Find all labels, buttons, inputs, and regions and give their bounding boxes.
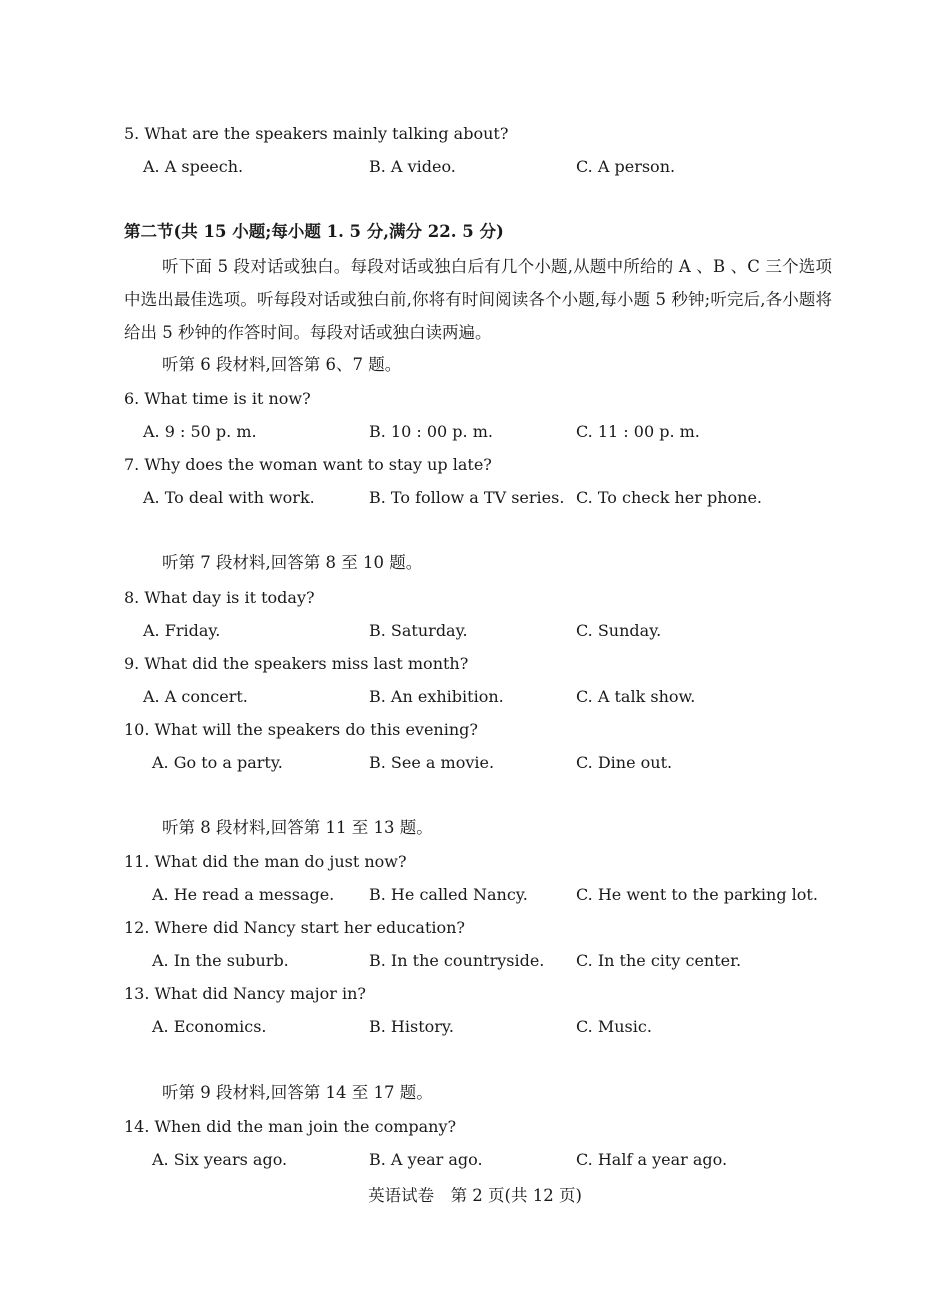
question-5-stem: 5. What are the speakers mainly talking about?: [124, 124, 509, 143]
question-14-option-c: C. Half a year ago.: [576, 1150, 728, 1169]
question-12-option-b: B. In the countryside.: [369, 951, 545, 970]
question-12-option-c: C. In the city center.: [576, 951, 742, 970]
question-9-stem: 9. What did the speakers miss last month?: [124, 654, 469, 673]
question-8-option-a: A. Friday.: [143, 621, 221, 640]
section-instruction: 听下面 5 段对话或独白。每段对话或独白后有几个小题,从题中所给的 A 、B 、C 三个选项中选出最佳选项。听每段对话或独白前,你将有时间阅读各个小题,每小题 5 秒钟;听完后,各小题将给出 5 秒钟的作答时间。每段对话或独白读两遍。: [124, 257, 832, 342]
question-9-option-b: B. An exhibition.: [369, 687, 504, 706]
question-14-stem: 14. When did the man join the company?: [124, 1117, 457, 1136]
question-14-option-b: B. A year ago.: [369, 1150, 483, 1169]
material-7-intro: 听第 7 段材料,回答第 8 至 10 题。: [162, 553, 423, 572]
material-6-intro: 听第 6 段材料,回答第 6、7 题。: [162, 355, 402, 374]
question-11-option-a: A. He read a message.: [152, 885, 335, 904]
question-12-option-a: A. In the suburb.: [152, 951, 289, 970]
question-7-option-c: C. To check her phone.: [576, 488, 763, 507]
question-10-option-b: B. See a movie.: [369, 753, 495, 772]
question-11-stem: 11. What did the man do just now?: [124, 852, 407, 871]
question-6-option-b: B. 10 : 00 p. m.: [369, 422, 493, 441]
question-13-option-a: A. Economics.: [152, 1017, 267, 1036]
question-7-stem: 7. Why does the woman want to stay up late?: [124, 455, 492, 474]
question-11-option-c: C. He went to the parking lot.: [576, 885, 818, 904]
question-8-option-b: B. Saturday.: [369, 621, 468, 640]
question-11-option-b: B. He called Nancy.: [369, 885, 528, 904]
question-9-option-a: A. A concert.: [143, 687, 248, 706]
question-10-option-c: C. Dine out.: [576, 753, 673, 772]
material-8-intro: 听第 8 段材料,回答第 11 至 13 题。: [162, 818, 433, 837]
section-heading: 第二节(共 15 小题;每小题 1. 5 分,满分 22. 5 分): [124, 222, 504, 241]
question-5-option-c: C. A person.: [576, 157, 676, 176]
question-13-option-b: B. History.: [369, 1017, 454, 1036]
question-6-stem: 6. What time is it now?: [124, 389, 311, 408]
question-6-option-a: A. 9 : 50 p. m.: [143, 422, 257, 441]
question-13-stem: 13. What did Nancy major in?: [124, 984, 366, 1003]
question-7-option-b: B. To follow a TV series.: [369, 488, 565, 507]
question-5-option-b: B. A video.: [369, 157, 456, 176]
question-8-stem: 8. What day is it today?: [124, 588, 315, 607]
question-14-option-a: A. Six years ago.: [152, 1150, 288, 1169]
question-13-option-c: C. Music.: [576, 1017, 652, 1036]
question-12-stem: 12. Where did Nancy start her education?: [124, 918, 465, 937]
question-6-option-c: C. 11 : 00 p. m.: [576, 422, 700, 441]
question-8-option-c: C. Sunday.: [576, 621, 662, 640]
question-5-option-a: A. A speech.: [143, 157, 244, 176]
question-10-stem: 10. What will the speakers do this evening?: [124, 720, 478, 739]
question-9-option-c: C. A talk show.: [576, 687, 696, 706]
question-10-option-a: A. Go to a party.: [152, 753, 283, 772]
page-footer: 英语试卷 第 2 页(共 12 页): [368, 1186, 582, 1205]
material-9-intro: 听第 9 段材料,回答第 14 至 17 题。: [162, 1083, 433, 1102]
question-7-option-a: A. To deal with work.: [143, 488, 315, 507]
